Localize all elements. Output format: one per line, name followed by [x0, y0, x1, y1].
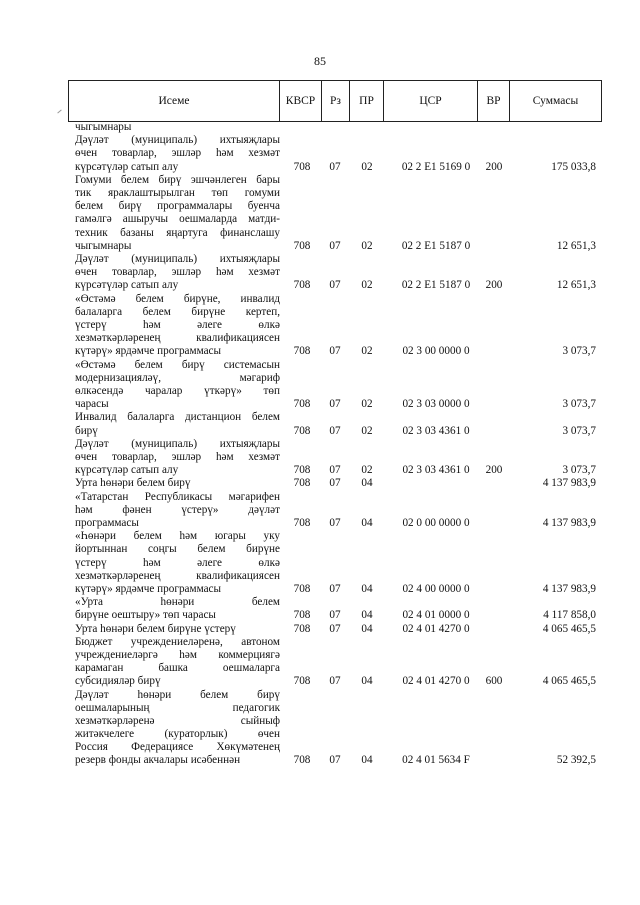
row-name-line: модернизацияләү, мәгариф: [75, 371, 280, 384]
row-name: [75, 411, 280, 437]
row-name: [75, 689, 280, 768]
header-pr: ПР: [350, 80, 384, 122]
table-row: [0, 623, 640, 636]
row-name-line: күрсәтүләр сатып алу: [75, 464, 179, 477]
cell-pr: 02: [361, 160, 373, 173]
table-row: [0, 134, 640, 174]
row-name: [75, 636, 280, 689]
cell-vr: 200: [485, 464, 503, 477]
table-row: [0, 596, 640, 622]
row-name-line: өчен товарлар, эшләр һәм хезмәт: [75, 450, 280, 463]
row-name-line: күтәрү» ярдәмче программасы: [75, 582, 222, 595]
table-row: [0, 411, 640, 437]
cell-csr: 02 3 03 4361 0: [402, 424, 470, 437]
cell-kvsr: 708: [293, 279, 311, 292]
cell-pr: 04: [361, 477, 373, 490]
cell-pr: 04: [361, 516, 373, 529]
cell-sum: 52 392,5: [556, 754, 596, 767]
cell-kvsr: 708: [293, 160, 311, 173]
cell-rz: 07: [329, 582, 341, 595]
budget-table-body: [0, 121, 640, 768]
cell-rz: 07: [329, 675, 341, 688]
cell-kvsr: 708: [293, 675, 311, 688]
cell-rz: 07: [329, 464, 341, 477]
cell-csr: 02 3 03 0000 0: [402, 398, 470, 411]
row-name-line: Дәүләт (муниципаль) ихтыяҗлары: [75, 134, 280, 147]
cell-csr: 02 3 03 4361 0: [402, 464, 470, 477]
cell-rz: 07: [329, 477, 341, 490]
cell-csr: 02 0 00 0000 0: [402, 516, 470, 529]
cell-sum: 12 651,3: [556, 239, 596, 252]
cell-csr: 02 2 E1 5187 0: [401, 239, 471, 252]
cell-kvsr: 708: [293, 516, 311, 529]
cell-pr: 02: [361, 424, 373, 437]
row-name-line: программасы: [75, 516, 139, 529]
cell-csr: 02 3 00 0000 0: [402, 345, 470, 358]
cell-sum: 4 137 983,9: [542, 516, 596, 529]
cell-vr: 200: [485, 160, 503, 173]
cell-sum: 4 065 465,5: [542, 675, 596, 688]
row-name-line: карамаган башка оешмаларга: [75, 662, 280, 675]
cell-pr: 02: [361, 398, 373, 411]
row-name-line: чыгымнары: [75, 239, 132, 252]
row-name-line: Дәүләт (муниципаль) ихтыяҗлары: [75, 252, 280, 265]
cell-csr: 02 2 E1 5169 0: [401, 160, 471, 173]
cell-pr: 02: [361, 239, 373, 252]
table-row: [0, 253, 640, 293]
cell-sum: 175 033,8: [551, 160, 596, 173]
cell-rz: 07: [329, 239, 341, 252]
cell-kvsr: 708: [293, 582, 311, 595]
row-name-line: күрсәтүләр сатып алу: [75, 160, 179, 173]
cell-rz: 07: [329, 609, 341, 622]
table-row: [0, 636, 640, 689]
row-name: [75, 530, 280, 596]
cell-kvsr: 708: [293, 398, 311, 411]
row-name-line: «Татарстан Республикасы мәгарифен: [75, 490, 280, 503]
cell-sum: 4 065 465,5: [542, 622, 596, 635]
row-name-line: субсидияләр бирү: [75, 675, 161, 688]
cell-kvsr: 708: [293, 754, 311, 767]
row-name-line: өчен товарлар, эшләр һәм хезмәт: [75, 147, 280, 160]
row-name-line: Россия Федерациясе Хөкүмәтенең: [75, 741, 280, 754]
cell-rz: 07: [329, 398, 341, 411]
cell-csr: 02 4 01 4270 0: [402, 675, 470, 688]
row-name-line: үстерү һәм әлеге өлкә: [75, 556, 280, 569]
row-name-line: резерв фонды акчалары исәбеннән: [75, 754, 241, 767]
cell-kvsr: 708: [293, 464, 311, 477]
header-kvsr: КВСР: [280, 80, 322, 122]
row-name-line: «Өстәмә белем бирү системасын: [75, 358, 280, 371]
row-name-line: күрсәтүләр сатып алу: [75, 279, 179, 292]
row-name-line: һәм фәнен үстерү» дәүләт: [75, 503, 280, 516]
row-name-line: «Һөнәри белем һәм югары уку: [75, 530, 280, 543]
cell-csr: 02 4 01 4270 0: [402, 622, 470, 635]
cell-pr: 02: [361, 345, 373, 358]
row-name-line: хезмәткәрләренең квалификациясен: [75, 332, 280, 345]
row-name-line: йортыннан соңгы белем бирүне: [75, 543, 280, 556]
scan-mark: [57, 110, 61, 114]
table-row: [0, 121, 640, 134]
row-name-line: хезмәткәрләренең квалификациясен: [75, 569, 280, 582]
header-sum: Суммасы: [510, 80, 602, 122]
cell-pr: 04: [361, 675, 373, 688]
row-name-line: техник базаны яңартуга финанслашу: [75, 226, 280, 239]
row-name: [75, 293, 280, 359]
table-row: [0, 530, 640, 596]
cell-pr: 02: [361, 464, 373, 477]
cell-csr: 02 4 01 0000 0: [402, 609, 470, 622]
row-name-line: гамәлгә ашыручы оешмаларда матди-: [75, 213, 280, 226]
cell-rz: 07: [329, 516, 341, 529]
table-row: [0, 359, 640, 412]
row-name: [75, 253, 280, 293]
row-name-line: бирүне оештыру» төп чарасы: [75, 609, 216, 622]
row-name-line: тик яраклаштырылган төп гомуми: [75, 186, 280, 199]
row-name: [75, 174, 280, 253]
row-name: [75, 491, 280, 531]
header-name: Исеме: [68, 80, 280, 122]
header-rz: Рз: [322, 80, 350, 122]
table-row: [0, 438, 640, 478]
cell-sum: 4 137 983,9: [542, 582, 596, 595]
row-name-line: житәкчелеге (кураторлык) өчен: [75, 728, 280, 741]
cell-rz: 07: [329, 424, 341, 437]
row-name-line: белем бирү программалары буенча: [75, 200, 280, 213]
row-name: [75, 623, 280, 636]
row-name-line: Гомуми белем бирү эшчәнлеген бары: [75, 173, 280, 186]
cell-pr: 04: [361, 622, 373, 635]
cell-sum: 3 073,7: [562, 398, 596, 411]
cell-vr: 200: [485, 279, 503, 292]
row-name: [75, 121, 280, 134]
row-name-line: учреждениеләргә һәм коммерциягә: [75, 648, 280, 661]
cell-pr: 04: [361, 609, 373, 622]
row-name-line: Инвалид балаларга дистанцион белем: [75, 411, 280, 424]
cell-csr: 02 2 E1 5187 0: [401, 279, 471, 292]
row-name: [75, 477, 280, 490]
cell-rz: 07: [329, 279, 341, 292]
cell-kvsr: 708: [293, 239, 311, 252]
table-row: [0, 174, 640, 253]
row-name-line: «Өстәмә белем бирүне, инвалид: [75, 292, 280, 305]
row-name-line: чыгымнары: [75, 121, 132, 133]
row-name: [75, 359, 280, 412]
cell-sum: 3 073,7: [562, 464, 596, 477]
cell-sum: 12 651,3: [556, 279, 596, 292]
page-number: 85: [314, 54, 326, 68]
cell-sum: 3 073,7: [562, 345, 596, 358]
cell-pr: 04: [361, 754, 373, 767]
row-name-line: оешмаларының педагогик: [75, 701, 280, 714]
row-name-line: күтәрү» ярдәмче программасы: [75, 345, 222, 358]
table-row: [0, 293, 640, 359]
cell-csr: 02 4 01 5634 F: [402, 754, 470, 767]
row-name-line: үстерү һәм әлеге өлкә: [75, 318, 280, 331]
row-name-line: чарасы: [75, 398, 109, 411]
cell-kvsr: 708: [293, 622, 311, 635]
table-row: [0, 689, 640, 768]
header-csr: ЦСР: [384, 80, 478, 122]
cell-kvsr: 708: [293, 609, 311, 622]
row-name: [75, 596, 280, 622]
cell-sum: 3 073,7: [562, 424, 596, 437]
row-name-line: балаларга белем бирүне кертеп,: [75, 305, 280, 318]
row-name-line: Урта һөнәри белем бирүне үстерү: [75, 622, 236, 635]
cell-kvsr: 708: [293, 345, 311, 358]
table-row: [0, 477, 640, 490]
row-name-line: хезмәткәрләренә сыйныф: [75, 714, 280, 727]
table-row: [0, 491, 640, 531]
cell-rz: 07: [329, 160, 341, 173]
row-name-line: өчен товарлар, эшләр һәм хезмәт: [75, 266, 280, 279]
cell-pr: 04: [361, 582, 373, 595]
cell-rz: 07: [329, 345, 341, 358]
row-name-line: өлкәсендә чаралар үткәрү» төп: [75, 384, 280, 397]
row-name-line: Урта һөнәри белем бирү: [75, 477, 191, 490]
row-name: [75, 438, 280, 478]
cell-rz: 07: [329, 622, 341, 635]
row-name-line: бирү: [75, 424, 98, 437]
cell-vr: 600: [485, 675, 503, 688]
cell-pr: 02: [361, 279, 373, 292]
row-name: [75, 134, 280, 174]
cell-kvsr: 708: [293, 477, 311, 490]
cell-sum: 4 117 858,0: [543, 609, 596, 622]
header-vr: ВР: [478, 80, 510, 122]
row-name-line: Дәүләт һөнәри белем бирү: [75, 688, 280, 701]
cell-sum: 4 137 983,9: [542, 477, 596, 490]
row-name-line: «Урта һөнәри белем: [75, 596, 280, 609]
row-name-line: Дәүләт (муниципаль) ихтыяҗлары: [75, 437, 280, 450]
row-name-line: Бюджет учреждениеләренә, автоном: [75, 635, 280, 648]
cell-kvsr: 708: [293, 424, 311, 437]
cell-csr: 02 4 00 0000 0: [402, 582, 470, 595]
cell-rz: 07: [329, 754, 341, 767]
